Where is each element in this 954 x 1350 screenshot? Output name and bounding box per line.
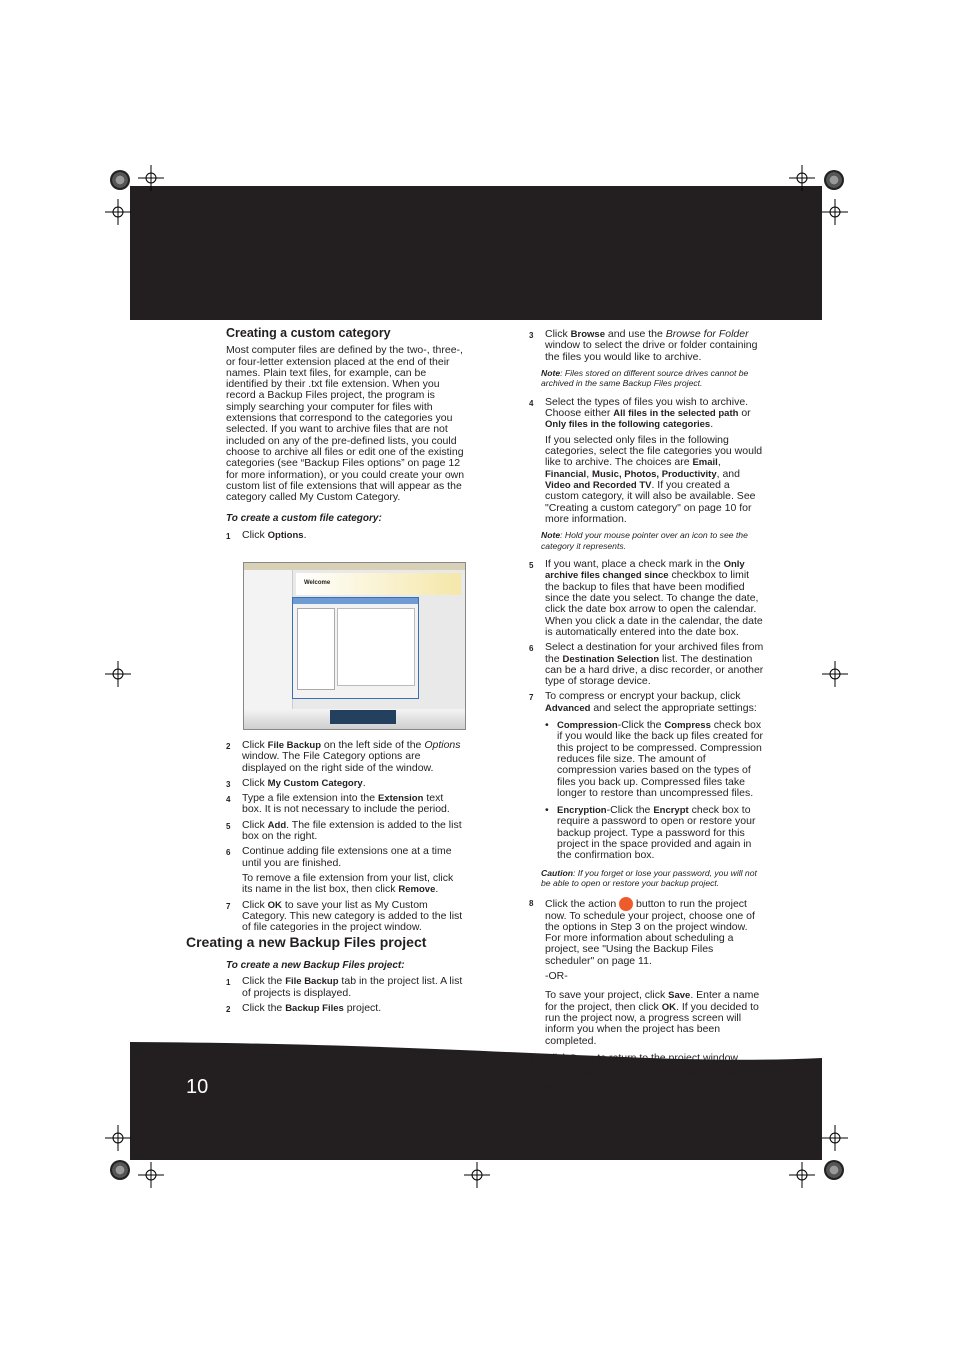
step-text: Click the (242, 975, 286, 988)
window-sidebar (244, 570, 293, 710)
step-number: 1 (226, 531, 231, 541)
bullet-item (529, 805, 764, 861)
left-column (226, 328, 466, 545)
step-item (226, 976, 466, 999)
step-item (226, 1003, 466, 1014)
step-item (529, 329, 764, 363)
step-text: , (717, 456, 721, 469)
bullet-dot: • (545, 719, 549, 732)
step-text: . Enter a name for the project, then click (545, 989, 760, 1013)
ui-term: Compress (664, 720, 711, 732)
step-subparagraph (529, 435, 764, 525)
step-subparagraph (529, 990, 764, 1046)
or-separator: -OR- (545, 970, 568, 983)
ui-term: Only archive files changed since (545, 559, 745, 582)
ui-term: File Backup (267, 740, 321, 751)
window-titlebar (244, 563, 465, 570)
page-number: 10 (186, 1076, 209, 1098)
ui-term: Destination Selection (562, 653, 660, 665)
step-text: . If you decided to run the project now, a progress screen will inform you when the project has been completed. (545, 1000, 759, 1047)
step-text: Click (242, 776, 268, 789)
ui-term: Video and Recorded TV (545, 479, 652, 491)
step-text: Click (545, 328, 571, 340)
step-text: . (435, 883, 439, 896)
crosshair-icon (138, 165, 164, 191)
step-text: If you want, place a check mark in the (545, 558, 724, 571)
section-heading-new-project: Creating a new Backup Files project (186, 934, 427, 950)
step-text: If you selected only files in the following categories, select the file categories you would like to archive. The choices are (545, 433, 763, 469)
bullet-dot: • (545, 804, 549, 817)
note (529, 530, 764, 551)
crosshair-icon (138, 1162, 164, 1188)
step-text: To remove a file extension from your list, click its name in the list box, then click (242, 871, 454, 896)
note-text: : Files stored on different source drives cannot be archived in the same Backup Files project. (541, 367, 749, 389)
step-number: 7 (226, 901, 231, 911)
procedure-heading: To create a custom file category: (226, 513, 382, 525)
step-text: . (362, 776, 366, 789)
step-text: window to select the drive or folder containing the files you would like to archive. (545, 339, 758, 363)
registration-target-icon (110, 1160, 130, 1180)
crosshair-icon (105, 661, 131, 687)
step-item (226, 900, 466, 934)
dialog-titlebar (293, 598, 418, 604)
step-text: , (586, 467, 593, 480)
step-item (529, 897, 764, 967)
ui-term: Browse (570, 329, 605, 340)
step-text: Click (242, 739, 268, 751)
ui-term: All files in the selected path (613, 408, 739, 420)
step-text: and select the appropriate settings: (590, 701, 757, 714)
step-text: Click (242, 818, 268, 831)
ui-term: Backup Files (285, 1002, 344, 1014)
note-text: : Scheduled projects must be saved before they can be run. (541, 1069, 758, 1090)
step-item (529, 397, 764, 431)
note-label: Note (541, 530, 561, 541)
crosshair-icon (105, 199, 131, 225)
header-band (130, 186, 822, 320)
options-window-screenshot (243, 562, 466, 730)
ui-term: OK (661, 1001, 676, 1013)
step-text: and use the (605, 328, 666, 340)
ui-term: Extension (378, 793, 424, 805)
step-subparagraph (226, 873, 466, 896)
step-text: . (710, 418, 714, 431)
step-text: window. The File Category options are displayed on the right side of the window. (242, 750, 434, 774)
ui-term: Encrypt (653, 805, 689, 817)
step-number: 3 (226, 779, 231, 789)
step-number: 2 (226, 1004, 231, 1014)
step-number: 4 (226, 795, 231, 805)
step-number: 2 (226, 742, 231, 751)
bullet-text: check box to require a password to open or restore your backup project. Type a password for this project in the space provided and again in the confirmation box. (557, 804, 756, 862)
step-item (529, 642, 764, 687)
destination-selector (330, 710, 396, 724)
bullet-text: check box if you would like the back up files created for this project to be compressed. Compression reduces file size. The amount of compression varies based on the types of files you back up. Compressed files take longer to restore than uncompressed files. (557, 719, 764, 799)
step-text: . (303, 528, 307, 541)
step-number: 3 (529, 331, 534, 340)
step-item (226, 820, 466, 843)
step-item (226, 846, 466, 869)
registration-target-icon (824, 170, 844, 190)
dialog-options-pane (337, 608, 415, 686)
crosshair-icon (105, 1125, 131, 1151)
step-number: 6 (226, 848, 231, 858)
bullet-text: -Click the (606, 804, 654, 817)
step-text: or (738, 407, 751, 420)
section-heading: Creating a custom category (226, 326, 391, 340)
caution-note (529, 868, 764, 889)
registration-target-icon (824, 1160, 844, 1180)
ui-term: Email (692, 457, 718, 469)
ui-term: Done (570, 1052, 595, 1064)
step-text: To save your project, click (545, 989, 669, 1002)
note-label: Note (541, 367, 561, 378)
step-text: to return to the project window. (594, 1051, 741, 1064)
intro-paragraph: Most computer files are defined by the two-, three-, or four-letter extension placed at the end of their names. Plain text files, for example, can be identified by their .txt file extension. When you record a Backup Files project, the program is simply searching your computer for files with extensions that correspond to the categories you selected. If you want to archive files that are not included on any of the pre-defined lists, you could choose to archive all files or edit one of the existing categories (see “Backup Files options” on page 12 for more information), or you could create your own custom list of file extensions that will appear as the category called My Custom Category. (226, 344, 465, 504)
step-text: project. (343, 1001, 382, 1014)
run-action-icon (619, 897, 633, 911)
step-text: , and (716, 467, 740, 480)
crosshair-icon (789, 165, 815, 191)
ui-term: Only files in the following categories (545, 419, 711, 431)
right-column (529, 329, 764, 1098)
step-text: on the left side of the (321, 739, 425, 751)
left-column-steps (226, 740, 466, 937)
step-text: To compress or encrypt your backup, click (545, 690, 741, 703)
step-number: 7 (529, 693, 534, 703)
window-name: Browse for Folder (665, 328, 749, 340)
welcome-banner: Welcome (296, 573, 461, 595)
step-item (226, 530, 466, 541)
ui-term: OK (267, 899, 282, 911)
crosshair-icon (822, 199, 848, 225)
step-item (529, 1053, 764, 1064)
ui-term: Encryption (557, 805, 607, 817)
step-text: button to run the project now. To schedule your project, choose one of the options in Step 3 on the project window. For more information about scheduling a project, see "Using the Backup Files scheduler" on page 11. (545, 897, 755, 967)
crosshair-icon (822, 1125, 848, 1151)
ui-term: File Backup (285, 976, 339, 988)
step-number: 6 (529, 644, 534, 654)
step-item (529, 559, 764, 638)
ui-term: My Custom Category (267, 777, 363, 789)
ui-term: Save (668, 990, 691, 1002)
step-text: . The file extension is added to the list box on the right. (242, 818, 462, 843)
note-text: : Hold your mouse pointer over an icon to see the category it represents. (541, 530, 748, 551)
step-item (226, 793, 466, 816)
bullet-item (529, 720, 764, 799)
note-text: : If you forget or lose your password, you will not be able to open or restore your backup project. (541, 867, 757, 889)
ui-term: Options (267, 529, 304, 541)
step-number: 9 (529, 1054, 534, 1064)
ui-term: Financial (545, 468, 587, 480)
step-text: Click the action (545, 897, 620, 910)
note-label: Note (541, 1069, 561, 1080)
ui-term: Advanced (545, 702, 591, 714)
step-number: 5 (529, 561, 534, 571)
crosshair-icon (464, 1162, 490, 1188)
step-text: Continue adding file extensions one at a time until you are finished. (242, 845, 452, 869)
ui-term: Add (267, 819, 287, 831)
step-text: Click (545, 1051, 571, 1064)
step-text: to save your list as My Custom Category. This new category is added to the list of file categories in the project window. (242, 898, 463, 934)
step-item (226, 740, 466, 774)
bullet-text: -Click the (617, 719, 665, 732)
step-text: . If you created a custom category, it will also be available. See "Creating a custom category" on page 10 for more information. (545, 478, 756, 525)
note (529, 1069, 764, 1090)
step-item (226, 778, 466, 789)
step-number: 1 (226, 978, 231, 988)
ui-term: Remove (398, 884, 436, 896)
step-text: Click (242, 528, 268, 541)
procedure-heading: To create a new Backup Files project: (226, 960, 405, 971)
step-number: 8 (529, 898, 534, 908)
step-text: checkbox to limit the backup to files that have been modified since the date you select. To change the date, click the date box arrow to open the calendar. When you click a date in the calendar, the date is automatically entered into the date box. (545, 569, 763, 638)
note (529, 368, 764, 389)
left-column-project (226, 960, 466, 1018)
step-number: 5 (226, 821, 231, 831)
registration-target-icon (110, 170, 130, 190)
options-dialog (292, 597, 419, 699)
crosshair-icon (822, 661, 848, 687)
note-label: Caution (541, 867, 573, 878)
step-text: Select the types of files you wish to archive. Choose either (545, 395, 749, 420)
dialog-category-list (297, 608, 335, 690)
step-text: text box. It is not necessary to include the period. (242, 792, 450, 816)
step-item (529, 691, 764, 714)
ui-term: Music, Photos, Productivity (592, 468, 717, 480)
step-number: 4 (529, 398, 534, 408)
crosshair-icon (789, 1162, 815, 1188)
step-text: Click the (242, 1001, 286, 1014)
step-text: list. The destination can be a hard drive, a disc recorder, or another type of storage device. (545, 652, 764, 688)
step-text: Select a destination for your archived files from the (545, 641, 764, 665)
step-text: Click (242, 898, 268, 911)
step-text: tab in the project list. A list of projects is displayed. (242, 975, 463, 999)
step-text: Type a file extension into the (242, 792, 379, 805)
window-name: Options (424, 739, 461, 751)
ui-term: Compression (557, 720, 618, 732)
